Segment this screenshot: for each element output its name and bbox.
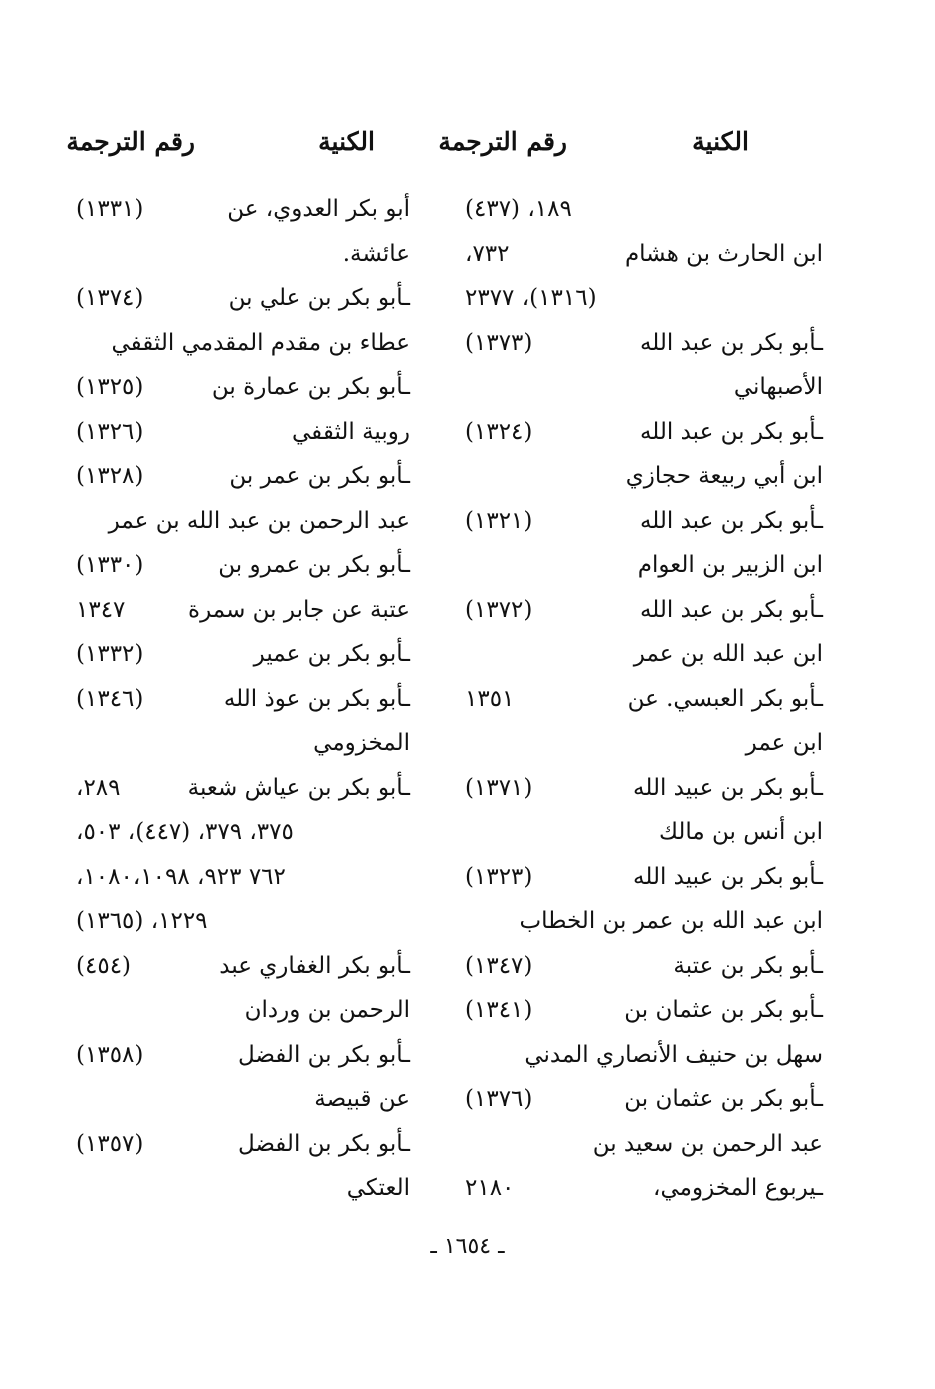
left-entry-number: (١٣٥٨): [76, 1041, 144, 1068]
left-entry-number: (١٣٢٨): [76, 463, 144, 489]
right-entry-number: ١٨٩، (٤٣٧): [465, 196, 572, 222]
left-entry-number: (١٣٣١): [76, 196, 144, 222]
right-entry-text: ابن عبد الله بن عمر بن الخطاب: [519, 908, 823, 934]
left-entry-text: المخزومي: [313, 730, 410, 756]
right-entry-number: (١٣٢٤): [465, 418, 533, 445]
left-entry-text: روبية الثقفي: [292, 418, 410, 445]
left-entry-number: ٢٨٩،: [76, 774, 121, 801]
header-right-number: رقم الترجمة: [438, 127, 567, 156]
left-entry-number: (١٣٢٥): [76, 374, 144, 400]
page-number: ـ ١٦٥٤ ـ: [430, 1234, 505, 1259]
left-entry-text: ـأبو بكر بن عوذ الله: [223, 685, 410, 712]
left-entry-number: (١٣٧٤): [76, 285, 144, 311]
right-entry-number: (١٣٤٧): [465, 952, 533, 979]
right-entry-number: (١٣٧٦): [465, 1086, 533, 1112]
right-entry-number: (١٣٤١): [465, 997, 533, 1023]
right-entry-text: عبد الرحمن بن سعيد بن: [592, 1130, 823, 1157]
right-entry-number: ١٣٥١: [465, 685, 515, 712]
right-entry-text: ـيربوع المخزومي،: [653, 1175, 823, 1201]
right-entry-text: ـأبو بكر بن عثمان بن: [624, 1086, 823, 1112]
right-entry-text: ـأبو بكر بن عبيد الله: [633, 774, 823, 801]
header-left-number: رقم الترجمة: [66, 127, 195, 156]
header-right-kunya: الكنية: [692, 127, 749, 156]
right-entry-text: ابن أبي ربيعة حجازي: [625, 463, 823, 489]
left-entry-text: ـأبو بكر بن عمير: [253, 641, 410, 667]
left-entry-number: (١٣٣٢): [76, 641, 144, 667]
left-entry-text: ـأبو بكر بن عمرو بن: [218, 552, 410, 578]
right-entry-text: ابن أنس بن مالك: [659, 819, 823, 845]
left-entry-text: ـأبو بكر بن علي بن: [228, 285, 410, 311]
right-entry-text: ـأبو بكر بن عبيد الله: [633, 863, 823, 890]
right-entry-text: الأصبهاني: [733, 374, 823, 400]
left-entry-number: ٧٦٢ ٩٢٣، ١٠٨٠،١٠٩٨،: [76, 863, 286, 890]
right-entry-text: ـأبو بكر بن عبد الله: [639, 596, 823, 623]
left-entry-text: ـأبو بكر الغفاري عبد: [219, 952, 410, 979]
right-entry-text: ابن عمر: [745, 730, 823, 756]
right-entry-text: سهل بن حنيف الأنصاري المدني: [524, 1041, 823, 1068]
left-entry-text: عن قبيصة: [314, 1086, 410, 1112]
left-entry-text: ـأبو بكر بن عياش شعبة: [187, 774, 410, 801]
right-entry-number: ٧٣٢،: [465, 240, 510, 267]
left-entry-number: ٣٧٥، ٣٧٩، (٤٤٧)، ٥٠٣،: [76, 819, 294, 845]
right-entry-text: ـأبو بكر بن عبد الله: [639, 507, 823, 534]
left-entry-number: (١٣٥٧): [76, 1130, 144, 1157]
right-entry-text: ـأبو بكر بن عبد الله: [639, 418, 823, 445]
right-entry-text: ـأبو بكر بن عثمان بن: [624, 997, 823, 1023]
left-entry-number: (١٣٤٦): [76, 685, 144, 712]
left-entry-number: (٤٥٤): [76, 952, 132, 979]
right-entry-text: ـأبو بكر بن عتبة: [673, 952, 823, 979]
left-entry-text: ـأبو بكر بن عمر بن: [229, 463, 410, 489]
right-entry-text: ابن الحارث بن هشام: [624, 240, 823, 267]
right-entry-text: ابن الزبير بن العوام: [637, 552, 823, 578]
left-entry-text: عطاء بن مقدم المقدمي الثقفي: [111, 329, 410, 356]
left-entry-text: عتبة عن جابر بن سمرة: [188, 596, 410, 623]
left-entry-text: عبد الرحمن بن عبد الله بن عمر: [108, 507, 410, 534]
right-entry-text: ـأبو بكر بن عبد الله: [639, 329, 823, 356]
right-entry-number: (١٣٢٣): [465, 863, 533, 890]
right-entry-number: (١٣٧٣): [465, 329, 533, 356]
right-entry-number: ٢١٨٠: [465, 1175, 515, 1201]
left-entry-text: أبو بكر العدوي، عن: [227, 196, 410, 222]
left-entry-number: ١٣٤٧: [76, 596, 126, 623]
left-entry-number: ١٢٢٩، (١٣٦٥): [76, 908, 208, 934]
left-entry-text: ـأبو بكر بن الفضل: [237, 1130, 410, 1157]
left-entry-text: ـأبو بكر بن الفضل: [237, 1041, 410, 1068]
right-entry-number: (١٣٧٢): [465, 596, 533, 623]
right-entry-number: (١٣٢١): [465, 507, 533, 534]
left-entry-text: ـأبو بكر بن عمارة بن: [211, 374, 410, 400]
left-entry-number: (١٣٣٠): [76, 552, 144, 578]
left-entry-text: العتكي: [346, 1175, 410, 1201]
left-entry-number: (١٣٢٦): [76, 418, 144, 445]
header-left-kunya: الكنية: [318, 127, 375, 156]
right-entry-number: (١٣٧١): [465, 774, 533, 801]
left-entry-text: الرحمن بن وردان: [244, 997, 410, 1023]
right-entry-text: ابن عبد الله بن عمر: [633, 641, 823, 667]
right-entry-text: ـأبو بكر العبسي. عن: [627, 685, 823, 712]
left-entry-text: عائشة.: [342, 240, 410, 267]
right-entry-number: (١٣١٦)، ٢٣٧٧: [465, 285, 597, 311]
